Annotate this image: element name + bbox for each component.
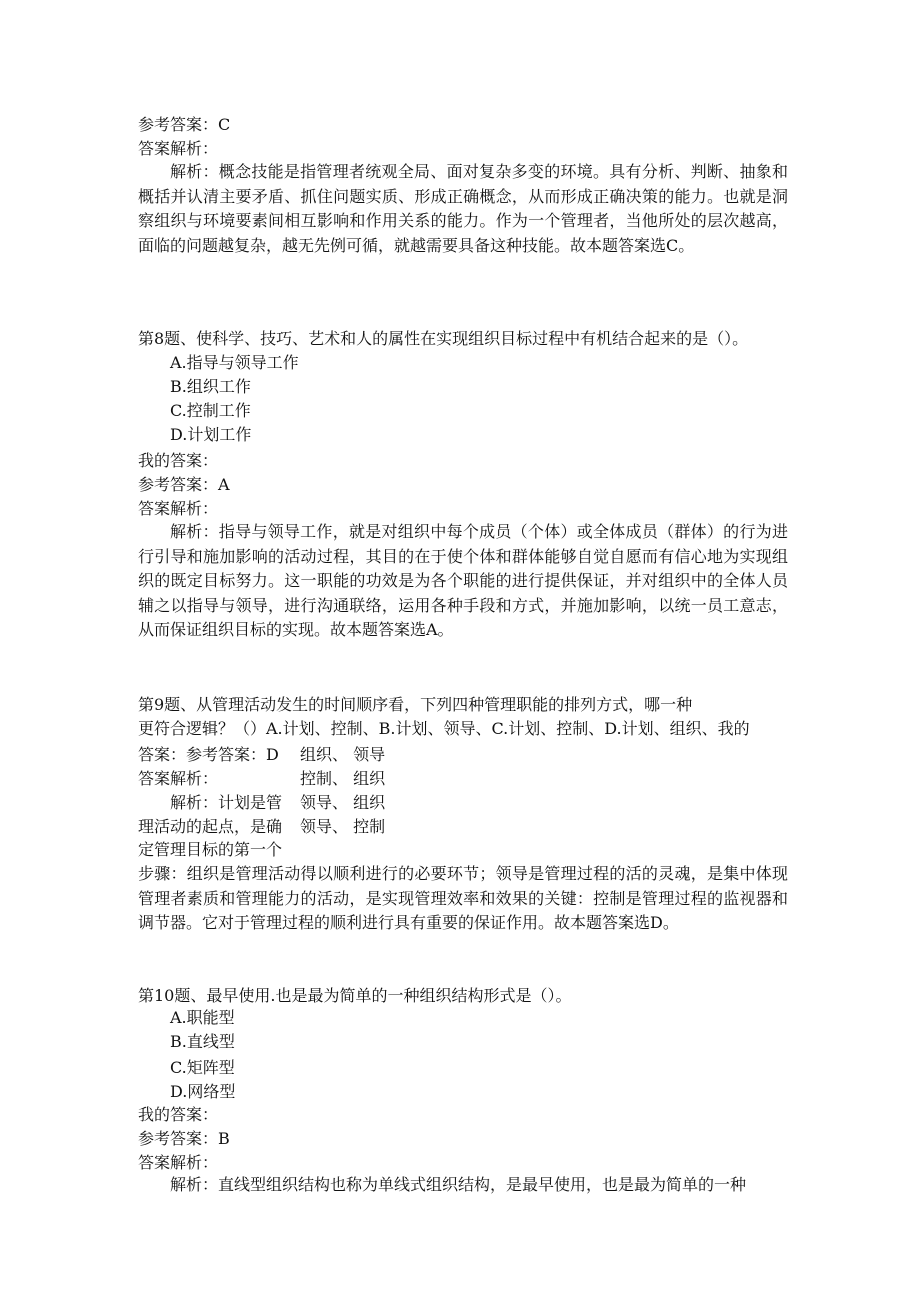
- q9-column-item: 组织、 领导: [300, 745, 386, 764]
- q9-column-item: 控制、 组织: [300, 769, 386, 788]
- q9-analysis-fragment-3: 定管理目标的第一个: [138, 840, 283, 859]
- q8-analysis-label: 答案解析：: [138, 499, 219, 518]
- q10-option-b: B.直线型: [170, 1032, 235, 1051]
- q9-question-line-2: 更符合逻辑？（）A.计划、控制、B.计划、领导、C.计划、控制、D.计划、组织、我的: [138, 719, 750, 738]
- q8-reference-answer: 参考答案：A: [138, 475, 230, 494]
- q10-analysis-text: 解析：直线型组织结构也称为单线式组织结构，是最早使用，也是最为简单的一种: [170, 1175, 747, 1194]
- q10-question: 第10题、最早使用.也是最为简单的一种组织结构形式是（）。: [138, 986, 572, 1005]
- q9-analysis-label: 答案解析：: [138, 769, 219, 788]
- q10-option-d: D.网络型: [170, 1082, 236, 1101]
- q8-option-a: A.指导与领导工作: [170, 353, 299, 372]
- q9-analysis-fragment-2: 理活动的起点，是确: [138, 817, 283, 836]
- q8-option-b: B.组织工作: [170, 377, 251, 396]
- q10-option-a: A.职能型: [170, 1008, 235, 1027]
- q8-option-d: D.计划工作: [170, 425, 252, 444]
- q9-question-line-1: 第9题、从管理活动发生的时间顺序看，下列四种管理职能的排列方式，哪一种: [138, 695, 693, 714]
- q9-analysis-text: 步骤：组织是管理活动得以顺利进行的必要环节；领导是管理过程的活的灵魂，是集中体现管理者素质和管理能力的活动，是实现管理效率和效果的关键：控制是管理过程的监视器和调节器。它对于管理过程的顺利进行具有重要的保证作用。故本题答案选D。: [138, 864, 788, 932]
- q7-analysis-text: 解析：概念技能是指管理者统观全局、面对复杂多变的环境。具有分析、判断、抽象和概括并认清主要矛盾、抓住问题实质、形成正确概念，从而形成正确决策的能力。也就是洞察组织与环境要素间相互影响和作用关系的能力。作为一个管理者，当他所处的层次越高，面临的问题越复杂，越无先例可循，就越需要具备这种技能。故本题答案选C。: [138, 162, 788, 255]
- q8-question: 第8题、使科学、技巧、艺术和人的属性在实现组织目标过程中有机结合起来的是（）。: [138, 329, 749, 348]
- q10-option-c: C.矩阵型: [170, 1058, 235, 1077]
- q10-my-answer: 我的答案：: [138, 1105, 219, 1124]
- q8-option-c: C.控制工作: [170, 401, 251, 420]
- q10-reference-answer: 参考答案：B: [138, 1129, 230, 1148]
- q9-answer-line: 答案：参考答案：D: [138, 745, 279, 764]
- q8-my-answer: 我的答案：: [138, 451, 219, 470]
- q7-reference-answer: 参考答案：C: [138, 115, 231, 134]
- q8-analysis-text: 解析：指导与领导工作，就是对组织中每个成员（个体）或全体成员（群体）的行为进行引导和施加影响的活动过程，其目的在于使个体和群体能够自觉自愿而有信心地为实现组织的既定目标努力。这一职能的功效是为各个职能的进行提供保证，并对组织中的全体人员辅之以指导与领导，进行沟通联络，运用各种手段和方式，并施加影响，以统一员工意志，从而保证组织目标的实现。故本题答案选A。: [138, 522, 788, 639]
- q10-analysis-label: 答案解析：: [138, 1153, 219, 1172]
- q9-column-item: 领导、 控制: [300, 817, 386, 836]
- q7-analysis-label: 答案解析：: [138, 139, 219, 158]
- q9-analysis-fragment-1: 解析：计划是管: [170, 793, 283, 812]
- q9-column-item: 领导、 组织: [300, 793, 386, 812]
